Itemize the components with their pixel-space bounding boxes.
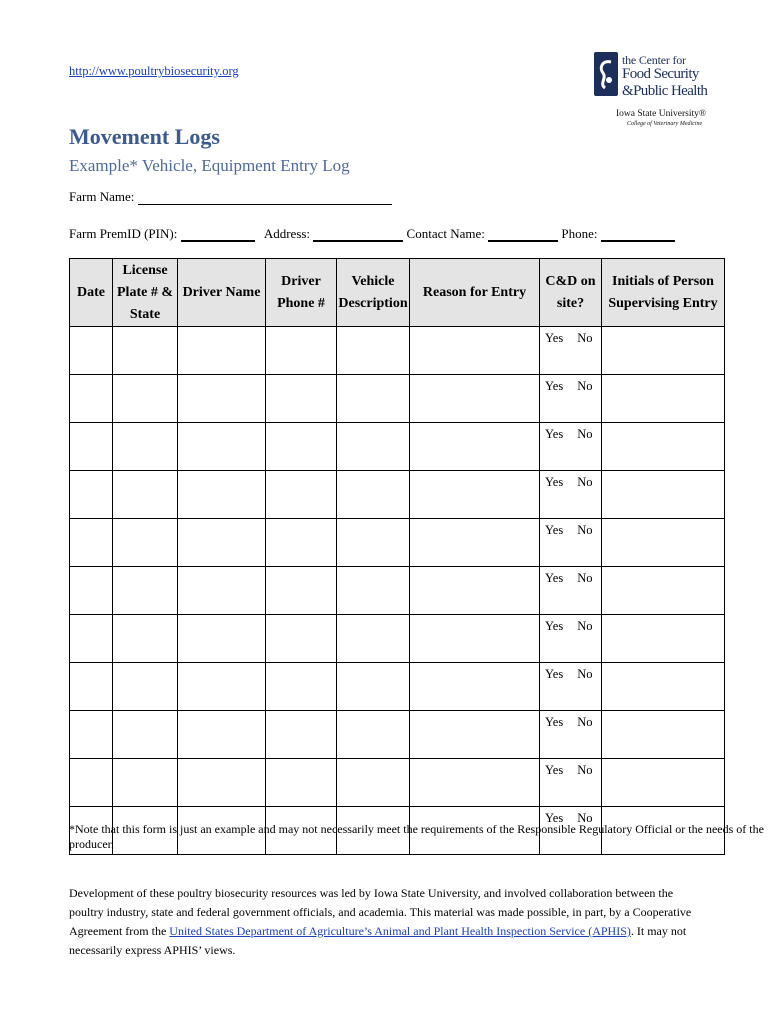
cell-initials[interactable] [602,711,725,759]
phone-field[interactable] [601,228,675,242]
cell-driver-name[interactable] [178,759,266,807]
cell-initials[interactable] [602,519,725,567]
table-row [70,711,725,759]
cd-yes-option[interactable]: Yes [545,379,564,393]
cell-vehicle-description[interactable] [337,567,410,615]
cell-driver-name[interactable] [178,375,266,423]
column-header-license-plate: License Plate # & State [113,259,178,327]
cell-vehicle-description[interactable] [337,663,410,711]
cell-cd-on-site[interactable] [540,615,602,663]
cd-no-option[interactable]: No [577,523,593,537]
cell-license-plate[interactable] [113,615,178,663]
cd-no-option[interactable]: No [577,331,593,345]
cell-driver-phone[interactable] [266,615,337,663]
cell-cd-on-site[interactable] [540,519,602,567]
cell-initials[interactable] [602,423,725,471]
cell-date[interactable] [70,759,113,807]
cell-driver-name[interactable] [178,519,266,567]
cell-cd-on-site[interactable] [540,375,602,423]
cell-date[interactable] [70,327,113,375]
cd-yes-option[interactable]: Yes [545,427,564,441]
table-row [70,327,725,375]
cd-yes-option[interactable]: Yes [545,331,564,345]
logo-mark-icon [594,50,618,98]
cell-vehicle-description[interactable] [337,375,410,423]
cell-initials[interactable] [602,327,725,375]
cell-date[interactable] [70,519,113,567]
cell-driver-phone[interactable] [266,327,337,375]
table-row [70,759,725,807]
contact-name-field[interactable] [488,228,558,242]
cell-reason-for-entry[interactable] [410,375,540,423]
cd-no-option[interactable]: No [577,811,593,825]
cell-driver-phone[interactable] [266,711,337,759]
cell-vehicle-description[interactable] [337,327,410,375]
credit-paragraph [69,884,709,960]
cell-date[interactable] [70,567,113,615]
cd-yes-option[interactable]: Yes [545,715,564,729]
cell-driver-name[interactable] [178,711,266,759]
cd-no-option[interactable]: No [577,475,593,489]
cd-no-option[interactable]: No [577,619,593,633]
cd-yes-option[interactable]: Yes [545,523,564,537]
cell-initials[interactable] [602,471,725,519]
table-row [70,375,725,423]
cell-reason-for-entry[interactable] [410,615,540,663]
cell-vehicle-description[interactable] [337,519,410,567]
credit-text-end: . It may not necessarily express APHIS’ views. [69,924,687,957]
column-header-initials: Initials of Person Supervising Entry [602,259,725,327]
column-header-driver-phone: Driver Phone # [266,259,337,327]
cell-driver-name[interactable] [178,471,266,519]
cell-driver-phone[interactable] [266,663,337,711]
cell-reason-for-entry[interactable] [410,567,540,615]
cell-reason-for-entry[interactable] [410,471,540,519]
column-header-date: Date [70,259,113,327]
usda-aphis-link[interactable]: United States Department of Agriculture’s Animal and Plant Health Inspection Service (APHIS) [169,924,631,938]
logo-line-1: the Center for [622,53,686,67]
website-link[interactable]: http://www.poultrybiosecurity.org [69,64,239,78]
cell-initials[interactable] [602,375,725,423]
logo-line-3: &Public Health [622,83,708,99]
cell-cd-on-site[interactable] [540,759,602,807]
cell-driver-name[interactable] [178,663,266,711]
cell-cd-on-site[interactable] [540,327,602,375]
cell-driver-name[interactable] [178,327,266,375]
cd-no-option[interactable]: No [577,667,593,681]
cell-vehicle-description[interactable] [337,711,410,759]
table-header-row [70,259,725,327]
table-row [70,471,725,519]
cell-cd-on-site[interactable] [540,711,602,759]
cd-yes-option[interactable]: Yes [545,619,564,633]
column-header-reason-for-entry: Reason for Entry [410,259,540,327]
cell-date[interactable] [70,663,113,711]
logo-college: College of Veterinary Medicine [627,121,703,127]
cell-cd-on-site[interactable] [540,663,602,711]
cell-cd-on-site[interactable] [540,471,602,519]
form-note: *Note that this form is just an example and may not necessarily meet the requirements of the Responsible Regulatory Official or the needs of the producer. [69,822,764,851]
cell-license-plate[interactable] [113,423,178,471]
table-row [70,423,725,471]
cell-cd-on-site[interactable] [540,567,602,615]
table-row [70,519,725,567]
cfsph-logo [594,50,714,136]
logo-university: Iowa State University® [616,109,707,119]
cell-date[interactable] [70,711,113,759]
cell-driver-phone[interactable] [266,375,337,423]
logo-line-2: Food Security [622,66,699,82]
table-row [70,663,725,711]
cd-no-option[interactable]: No [577,427,593,441]
cell-reason-for-entry[interactable] [410,327,540,375]
cell-reason-for-entry[interactable] [410,759,540,807]
cell-driver-name[interactable] [178,567,266,615]
cd-yes-option[interactable]: Yes [545,571,564,585]
cell-driver-phone[interactable] [266,567,337,615]
farm-name-row [69,189,392,205]
cd-yes-option[interactable]: Yes [545,763,564,777]
cell-reason-for-entry[interactable] [410,519,540,567]
cell-initials[interactable] [602,759,725,807]
cell-license-plate[interactable] [113,375,178,423]
cell-license-plate[interactable] [113,711,178,759]
cell-driver-phone[interactable] [266,519,337,567]
column-header-vehicle-description: Vehicle Description [337,259,410,327]
farm-prem-id-label: Farm PremID (PIN): [69,226,178,241]
cd-yes-option[interactable]: Yes [545,475,564,489]
credit-text-start: Development of these poultry biosecurity resources was led by Iowa State University, and involved collaboration between the poultry industry, state and federal government officials, and academia. This material was made possible, in part, by a Cooperative Agreement from the [69,886,692,938]
cell-date[interactable] [70,615,113,663]
address-label: Address: [263,226,311,241]
cell-driver-phone[interactable] [266,471,337,519]
cell-cd-on-site[interactable] [540,423,602,471]
farm-name-field[interactable] [138,192,392,205]
cell-initials[interactable] [602,663,725,711]
cd-no-option[interactable]: No [577,763,593,777]
cell-license-plate[interactable] [113,471,178,519]
page-title: Movement Logs [69,124,220,149]
cell-reason-for-entry[interactable] [410,663,540,711]
contact-name-label: Contact Name: [406,226,485,241]
cd-no-option[interactable]: No [577,379,593,393]
farm-name-label: Farm Name: [69,189,135,204]
cell-initials[interactable] [602,615,725,663]
cell-reason-for-entry[interactable] [410,711,540,759]
phone-label: Phone: [561,226,598,241]
table-row [70,615,725,663]
column-header-cd-on-site: C&D on site? [540,259,602,327]
cell-license-plate[interactable] [113,567,178,615]
cell-vehicle-description[interactable] [337,759,410,807]
cell-vehicle-description[interactable] [337,423,410,471]
page-subtitle: Example* Vehicle, Equipment Entry Log [69,156,350,175]
cd-yes-option[interactable]: Yes [545,811,564,825]
cell-license-plate[interactable] [113,519,178,567]
cell-date[interactable] [70,375,113,423]
column-header-driver-name: Driver Name [178,259,266,327]
cell-date[interactable] [70,423,113,471]
cell-reason-for-entry[interactable] [410,423,540,471]
cell-license-plate[interactable] [113,327,178,375]
cell-driver-name[interactable] [178,615,266,663]
table-row [70,567,725,615]
farm-details-row [69,226,675,242]
cd-no-option[interactable]: No [577,571,593,585]
cell-vehicle-description[interactable] [337,471,410,519]
cell-driver-phone[interactable] [266,759,337,807]
cd-no-option[interactable]: No [577,715,593,729]
cell-initials[interactable] [602,567,725,615]
cell-license-plate[interactable] [113,759,178,807]
cell-license-plate[interactable] [113,663,178,711]
entry-log-table [69,258,725,855]
cell-driver-phone[interactable] [266,423,337,471]
cd-yes-option[interactable]: Yes [545,667,564,681]
farm-prem-id-field[interactable] [181,228,255,242]
cell-date[interactable] [70,471,113,519]
address-field[interactable] [313,228,403,242]
cell-driver-name[interactable] [178,423,266,471]
cell-vehicle-description[interactable] [337,615,410,663]
